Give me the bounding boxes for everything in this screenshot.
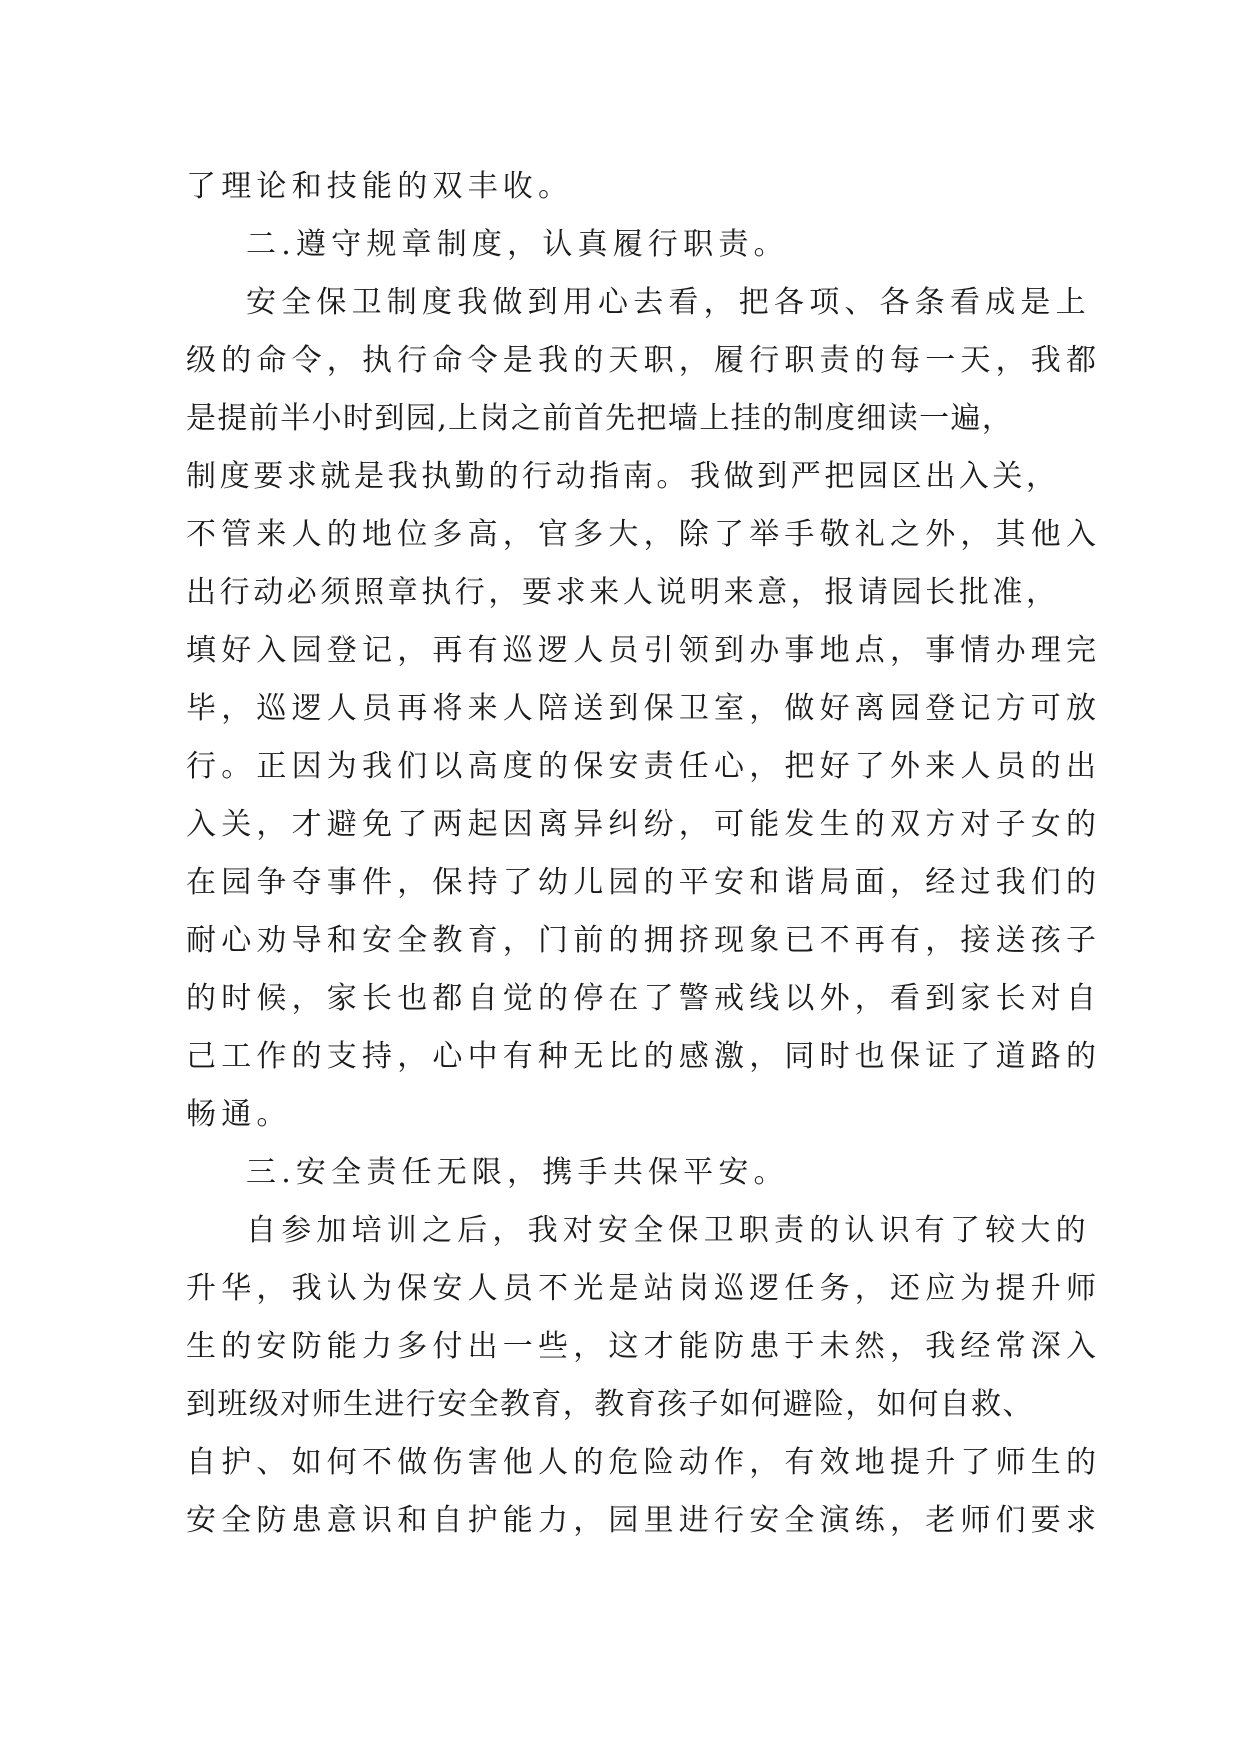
text-line: 耐心劝导和安全教育，门前的拥挤现象已不再有，接送孩子 [186, 923, 1102, 958]
text-line: 在园争夺事件，保持了幼儿园的平安和谐局面，经过我们的 [186, 865, 1102, 900]
text-line: 制度要求就是我执勤的行动指南。我做到严把园区出入关， [186, 459, 1060, 494]
text-line: 是提前半小时到园,上岗之前首先把墙上挂的制度细读一遍， [186, 401, 1014, 436]
text-line: 己工作的支持，心中有种无比的感激，同时也保证了道路的 [186, 1039, 1102, 1074]
text-line: 安全防患意识和自护能力，园里进行安全演练，老师们要求 [186, 1503, 1102, 1538]
text-line: 入关，才避免了两起因离异纠纷，可能发生的双方对子女的 [186, 807, 1102, 842]
text-line: 毕，巡逻人员再将来人陪送到保卫室，做好离园登记方可放 [186, 691, 1102, 726]
text-line: 不管来人的地位多高，官多大，除了举手敬礼之外，其他入 [186, 517, 1102, 552]
text-line: 了理论和技能的双丰收。 [186, 169, 574, 204]
text-line: 填好入园登记，再有巡逻人员引领到办事地点，事情办理完 [186, 633, 1102, 668]
text-line: 升华，我认为保安人员不光是站岗巡逻任务，还应为提升师 [186, 1271, 1102, 1306]
text-line: 自护、如何不做伤害他人的危险动作，有效地提升了师生的 [186, 1445, 1102, 1480]
section-heading: 三.安全责任无限，携手共保平安。 [246, 1155, 789, 1190]
section-heading: 二.遵守规章制度，认真履行职责。 [246, 227, 789, 262]
text-line: 级的命令，执行命令是我的天职，履行职责的每一天，我都 [186, 343, 1102, 378]
text-line: 行。正因为我们以高度的保安责任心，把好了外来人员的出 [186, 749, 1102, 784]
text-line: 生的安防能力多付出一些，这才能防患于未然，我经常深入 [186, 1329, 1102, 1364]
paragraph-first-line: 安全保卫制度我做到用心去看，把各项、各条看成是上 [246, 285, 1091, 320]
text-line: 出行动必须照章执行，要求来人说明来意，报请园长批准， [186, 575, 1060, 610]
text-line: 的时候，家长也都自觉的停在了警戒线以外，看到家长对自 [186, 981, 1102, 1016]
paragraph-first-line: 自参加培训之后，我对安全保卫职责的认识有了较大的 [246, 1213, 1091, 1248]
text-line: 畅通。 [186, 1097, 292, 1132]
text-line: 到班级对师生进行安全教育，教育孩子如何避险，如何自救、 [186, 1387, 1034, 1422]
body-text [186, 158, 1102, 1550]
